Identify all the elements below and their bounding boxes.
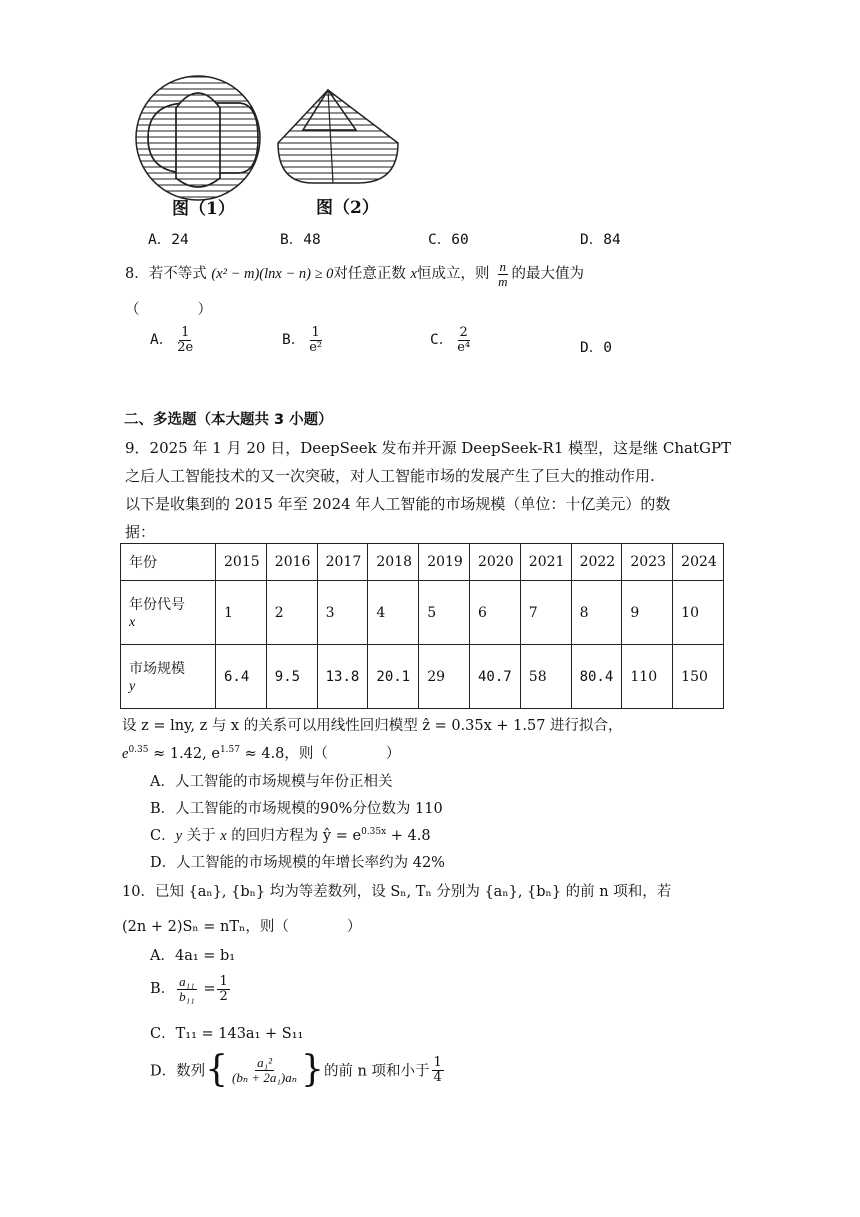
table-cell: 2015 xyxy=(216,544,267,581)
q9-condition-2: $e^{0.35} \approx 1.42$, $e^{1.57} \approx 4.8$，则（ ） xyxy=(122,745,401,762)
table-cell: 2019 xyxy=(419,544,470,581)
q9-line1: 9．2025 年 1 月 20 日，DeepSeek 发布并开源 DeepSeek-R1 模型，这是继 ChatGPT xyxy=(125,439,732,457)
figure-label-2: 图（2） xyxy=(316,198,379,218)
q10-option-c: C．T₁₁ = 143a₁ + S₁₁ xyxy=(150,1026,304,1042)
table-cell: 150 xyxy=(673,645,724,709)
q10-line1: 10．已知 {aₙ}, {bₙ} 均为等差数列，设 Sₙ, Tₙ 分别为 {aₙ}, {bₙ} 的前 n 项和，若 xyxy=(122,884,672,900)
q10-option-d: D．数列{ $\frac{\text{a₁²}}{\text{(bₙ + 2a₁)aₙ}}$ }的前 n 项和小于 $\frac{1}{4}$ xyxy=(150,1049,442,1090)
q9-option-c: C．y 关于 x 的回归方程为 ŷ = $e^{0.35x} + 4.8$ xyxy=(150,827,431,844)
table-cell: 6.4 xyxy=(216,645,267,709)
q8-variable: x xyxy=(410,266,417,283)
table-cell: 13.8 xyxy=(317,645,368,709)
q9-line3: 以下是收集到的 2015 年至 2024 年人工智能的市场规模（单位：十亿美元）的数 xyxy=(125,495,671,513)
q10-option-b: B． $\frac{\text{a₁₁}}{\text{b₁₁}}$ = $\frac{1}{2}$ xyxy=(150,974,228,1004)
table-cell: 4 xyxy=(368,581,419,645)
row-header: 年份 xyxy=(121,544,216,581)
q9-condition-1: 设 z = lny, z 与 x 的关系可以用线性回归模型 ẑ = 0.35x + 1.57 进行拟合， xyxy=(122,718,623,734)
q9-option-d: D．人工智能的市场规模的年增长率约为 42% xyxy=(150,855,445,871)
q7-option-d: D．84 xyxy=(580,232,621,248)
q8-option-c: C． $\frac{2}{\text{e⁴}}$ xyxy=(430,325,471,355)
table-cell: 2020 xyxy=(469,544,520,581)
table-cell: 9.5 xyxy=(266,645,317,709)
q8-number: 8． xyxy=(125,266,149,283)
table-cell: 2022 xyxy=(571,544,622,581)
q8-question xyxy=(125,260,584,288)
q8-text1: 若不等式 xyxy=(148,266,207,283)
table-cell: 2018 xyxy=(368,544,419,581)
q8-option-b: B． $\frac{1}{\text{e²}}$ xyxy=(282,325,323,355)
table-row xyxy=(121,645,724,709)
q8-option-d: D．0 xyxy=(580,340,612,356)
table-cell: 5 xyxy=(419,581,470,645)
table-cell: 2021 xyxy=(520,544,571,581)
table-cell: 8 xyxy=(571,581,622,645)
q8-text3: 恒成立，则 xyxy=(416,266,490,283)
q10-line2: (2n + 2)Sₙ = nTₙ，则（ ） xyxy=(122,919,362,935)
section-title: 二、多选题（本大题共 3 小题） xyxy=(124,412,333,428)
table-cell: 29 xyxy=(419,645,470,709)
q7-option-a: A．24 xyxy=(148,232,189,248)
q8-answer-paren: （ ） xyxy=(125,302,212,318)
q10-option-a: A．4a₁ = b₁ xyxy=(150,948,236,964)
q8-text2: 对任意正数 xyxy=(333,266,406,283)
table-cell: 58 xyxy=(520,645,571,709)
table-cell: 40.7 xyxy=(469,645,520,709)
q8-fraction: $\frac{n}{m}$ xyxy=(498,259,508,289)
table-cell: 2017 xyxy=(317,544,368,581)
table-row xyxy=(121,544,724,581)
q9-option-a: A．人工智能的市场规模与年份正相关 xyxy=(150,774,393,790)
table-cell: 10 xyxy=(673,581,724,645)
table-cell: 7 xyxy=(520,581,571,645)
q9-line2: 之后人工智能技术的又一次突破，对人工智能市场的发展产生了巨大的推动作用. xyxy=(125,467,655,485)
table-cell: 9 xyxy=(622,581,673,645)
q9-line4: 据： xyxy=(125,523,156,541)
q7-option-c: C．60 xyxy=(428,232,469,248)
table-row xyxy=(121,581,724,645)
figure-label-1: 图（1） xyxy=(172,199,235,219)
table-cell: 3 xyxy=(317,581,368,645)
table-cell: 80.4 xyxy=(571,645,622,709)
q8-text4: 的最大值为 xyxy=(511,266,584,283)
table-cell: 2016 xyxy=(266,544,317,581)
table-cell: 6 xyxy=(469,581,520,645)
market-size-table xyxy=(120,543,724,709)
q8-option-a: A． $\frac{1}{2e}$ xyxy=(150,325,194,355)
row-header: 市场规模 y xyxy=(121,645,216,709)
row-header: 年份代号 x xyxy=(121,581,216,645)
table-cell: 110 xyxy=(622,645,673,709)
table-cell: 2023 xyxy=(622,544,673,581)
q8-inequality: (x² − m)(lnx − n) ≥ 0 xyxy=(211,266,334,283)
table-cell: 1 xyxy=(216,581,267,645)
table-cell: 2024 xyxy=(673,544,724,581)
q7-option-b: B．48 xyxy=(280,232,321,248)
table-cell: 20.1 xyxy=(368,645,419,709)
table-cell: 2 xyxy=(266,581,317,645)
q9-option-b: B．人工智能的市场规模的90%分位数为 110 xyxy=(150,801,443,817)
